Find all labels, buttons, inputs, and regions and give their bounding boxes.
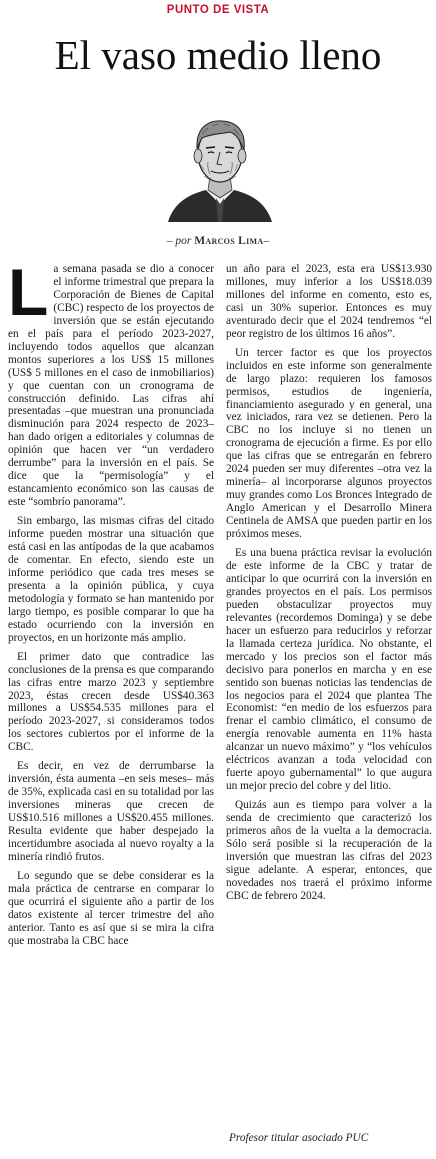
paragraph: Quizás aun es tiempo para volver a la senda de crecimiento que caracterizó los primeros años de la vuelta a la democracia. Sólo será posible si la recuperación de la inversión que muestran las cifras del 2023 sigue adelante. A esperar, entonces, que novedades nos traerá el próximo informe CBC de febrero 2024. <box>226 799 432 902</box>
article-column-left <box>8 255 214 954</box>
paragraph: El primer dato que contradice las conclusiones de la prensa es que comparando las cifras entre marzo 2023 y septiembre 2023, éstas crecen desde US$40.363 millones a US$54.535 millones para el período 2023-2027, si consideramos todos los sectores cubiertos por el informe de la CBC. <box>8 650 214 754</box>
paragraph: un año para el 2023, esta era US$13.930 millones, muy inferior a los US$18.039 millones del informe en comento, esto es, casi un 30% superior. Entonces es muy aventurado decir que el 2024 tendremos “el peor registro de los últimos 16 años”. <box>226 263 432 340</box>
paragraph: Es decir, en vez de derrumbarse la inversión, ésta aumenta –en seis meses– más de 35%, explicada casi en su totalidad por las inversiones mineras que crecen de US$10.516 millones a US$20.455 millones. Resulta evidente que haber despejado la incertidumbre asociada al nuevo royalty a la minería rindió frutos. <box>8 760 214 863</box>
section-label: PUNTO DE VISTA <box>166 4 270 16</box>
byline-author: Marcos Lima <box>194 235 264 247</box>
byline-prefix: – por <box>166 235 192 247</box>
paragraph: Lo segundo que se debe considerar es la mala práctica de centrarse en comparar lo que ocurrirá el siguiente año a partir de los datos existente al tercer trimestre del año anterior. Tanto es así que si se mira la cifra que mostraba la CBC hace <box>8 869 214 947</box>
byline <box>0 235 436 247</box>
headline: El vaso medio lleno <box>54 32 382 78</box>
article-column-right <box>226 263 432 909</box>
paragraph: Un tercer factor es que los proyectos incluidos en este informe son generalmente de largo plazo: requieren los famosos permisos, estudios de ingeniería, financiamiento asegurado y en general, una vez iniciados, rara vez se detienen. Pero la CBC no los incluye si no tienen un cronograma de ejecución a firme. Es por ello que las cifras que se entregarán en febrero 2024 pueden ser muy diferentes –otra vez la minería– al incorporarse algunos proyectos muy grandes como Los Bronces Integrado de Anglo American y el Desarrollo Minera Centinela de AMSA que pueden partir en los próximos meses. <box>226 346 432 541</box>
paragraph <box>8 255 214 509</box>
author-portrait <box>160 104 280 222</box>
drop-cap: L <box>8 255 49 329</box>
paragraph: Sin embargo, las mismas cifras del citado informe pueden mostrar una situación que está casi en las antípodas de la que acabamos de comentar. En efecto, siendo este un informe periódico que cada tres meses se presenta a la opinión pública, y cuya metodología y formato se han mantenido por largo tiempo, es posible comparar lo que ha estado ocurriendo con la inversión en proyectos, en un horizonte más amplio. <box>8 515 214 644</box>
paragraph: Es una buena práctica revisar la evolución de este informe de la CBC y tratar de anticipar lo que ocurrirá con la inversión en grandes proyectos en el país. Los permisos pueden obstaculizar proyectos muy relevantes (recordemos Dominga) y se debe hacer un esfuerzo para reducirlos y reforzar la llamada certeza jurídica. No obstante, el mercado y los precios son el factor más decisivo para ponerlos en marcha y en ese sentido son buenas noticias las tendencias de los negocios para el 2024 que plantea The Economist: “en medio de los esfuerzos para frenar el cambio climático, el consumo de energía renovable aumenta en 11% hasta alcanzar un nuevo máximo” y “los vehículos eléctricos avanzan a toda velocidad con fuerte apoyo gubernamental” lo que augura un mejor precio del cobre y del litio. <box>226 547 432 793</box>
paragraph-text: a semana pasada se dio a conocer el informe trimestral que prepara la Corporación de Bienes de Capital (CBC) respecto de los proyectos de inversión que se están ejecutando en el país para el período 2023-2027, incluyendo todos aquellos que alcanzan montos superiores a los US$ 15 millones (US$ 5 millones en el caso de inmobiliarios) y que cuentan con un cronograma de construcción definido. Las cifras ahí presentadas –que muestran una pronunciada disminución para 2024 respecto de 2023– han dado origen a editoriales y columnas de opinión que hacen ver “un verdadero derrumbe” para la inversión en el país. Se dice que la “permisología” y el estancamiento económico son las causas de este “sombrío panorama”. <box>8 263 214 509</box>
byline-suffix: – <box>263 235 270 247</box>
author-signature: Profesor titular asociado PUC <box>229 1132 369 1144</box>
